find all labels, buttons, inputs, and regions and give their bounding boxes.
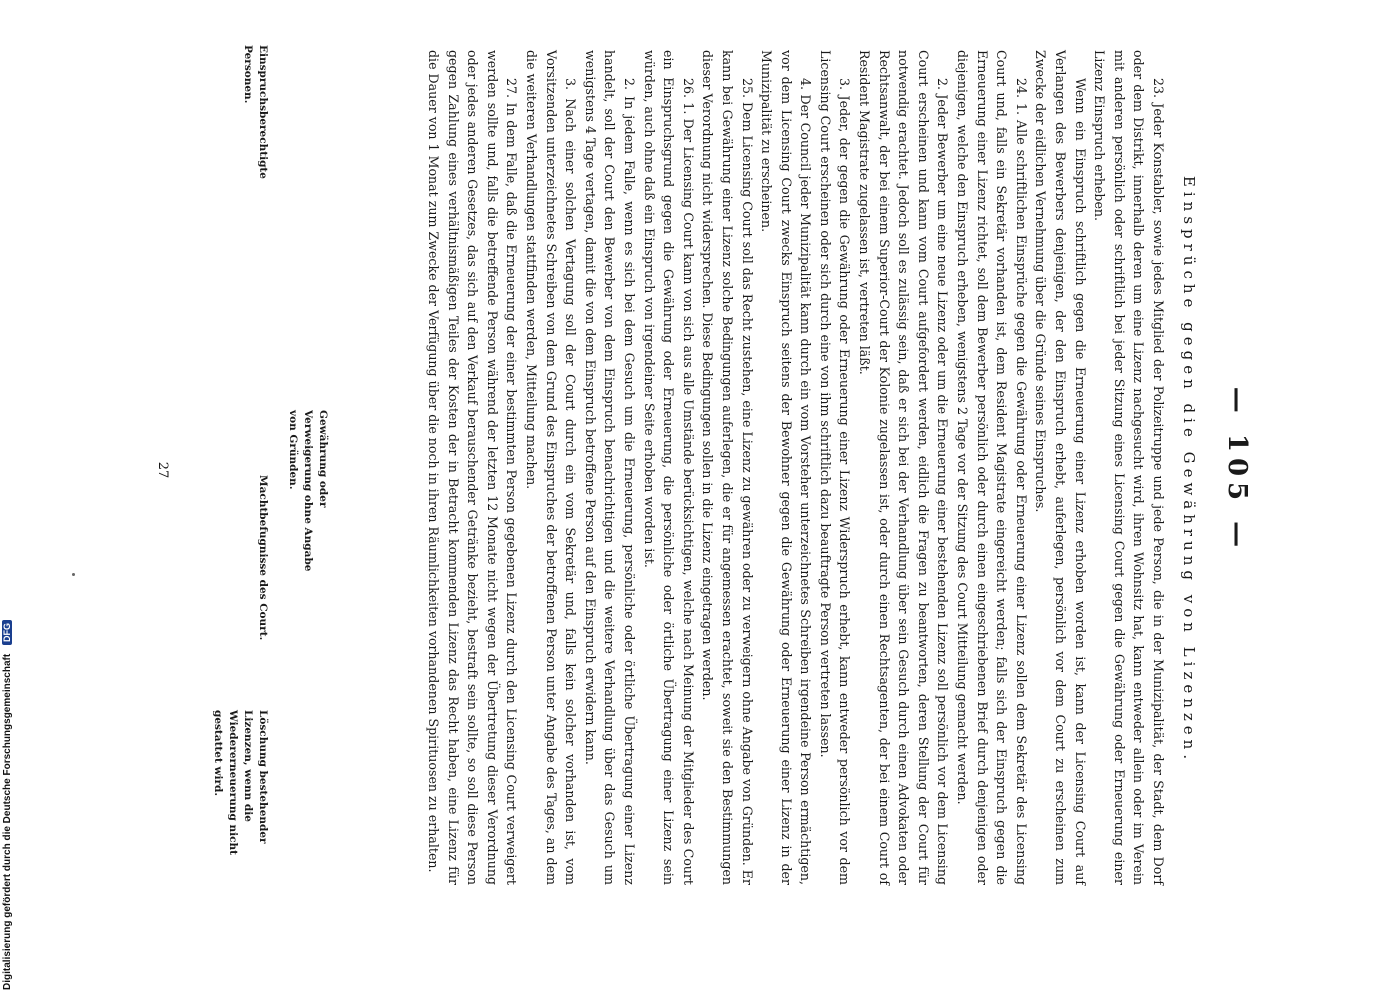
- dfg-logo-icon: DFG: [2, 620, 12, 645]
- margin-note-loeschung: Löschung bestehender Lizenzen, wenn die Wiedererneuerung nicht gestattet wird.: [212, 710, 269, 855]
- paragraph-24-4: 4. Der Council jeder Munizipalität kann durch ein vom Vorsteher unterzeichnetes Schreiben irgendeine Person ermächtigen, vor dem Licensing Court zwecks Einspruch seitens der Bewohner gegen die Gewährung oder Erneuerung einer Lizenz in der Munizipalität zu erscheinen.: [759, 50, 814, 885]
- document-page: [120, 30, 1270, 910]
- paragraph-23: 23. Jeder Konstabler, sowie jedes Mitglied der Polizeitruppe und jede Person, die in der Munizipalität, der Stadt, dem Dorf oder dem Distrikt, innerhalb deren um eine Lizenz nachgesucht wird, ihren Wohnsitz hat, kann entweder allein oder im Verein mit anderen persönlich oder schriftlich bei jeder Sitzung eines Licensing Court gegen die Gewährung oder Erneuerung einer Lizenz Einspruch erheben.: [1092, 50, 1166, 885]
- margin-note-machtbefugnisse: Machtbefugnisse des Court.: [257, 475, 269, 641]
- page-number: — 105 —: [1222, 386, 1252, 554]
- paragraph-23-cont: Wenn ein Einspruch schriftlich gegen die Erneuerung einer Lizenz erhoben worden ist, kann der Licensing Court auf Verlangen des Bewerbers denjenigen, der den Einspruch erhebt, auferlegen, persönlich vor dem Court zu erscheinen zum Zwecke der eidlichen Vernehmung über die Gründe seines Einspruches.: [1033, 50, 1088, 885]
- paragraph-24-2: 2. Jeder Bewerber um eine neue Lizenz oder um die Erneuerung einer bestehenden Lizenz soll persönlich vor dem Licensing Court erscheinen und kann vom Court aufgefordert werden, eidlich die Fragen zu beantworten, deren Stellung der Court für notwendig erachtet. Jedoch soll es zulässig sein, daß er sich bei der Verhandlung über sein Gesuch durch einen Advokaten oder Rechtsanwalt, der bei einem Superior-Court der Kolonie zugelassen ist, oder durch einen Rechtsagenten, der bei einem Court of Resident Magistrate zugelassen ist, vertreten läßt.: [857, 50, 951, 885]
- paragraph-24-1: 24. 1. Alle schriftlichen Einsprüche gegen die Gewährung oder Erneuerung einer Lizenz sollen dem Sekretär des Licensing Court und, falls ein Sekretär vorhanden ist, dem Resident Magistrate eingereicht werden; falls sich der Einspruch gegen die Erneuerung einer Lizenz richtet, soll dem Bewerber persönlich oder durch einen eingeschriebenen Brief durch denjenigen oder diejenigen, welche den Einspruch erheben, wenigstens 2 Tage vor der Sitzung des Court Mitteilung gemacht werden.: [955, 50, 1029, 885]
- paragraph-26-2: 2. In jedem Falle, wenn es sich bei dem Gesuch um die Erneuerung, persönliche oder örtliche Übertragung einer Lizenz handelt, soll der Court den Bewerber von dem Einspruch benachrichtigen und die weitere Verhandlung über das Gesuch um wenigstens 4 Tage vertagen, damit die von dem Einspruch betroffene Person auf den Einspruch erwidern kann.: [582, 50, 637, 885]
- footer-page-number: 27: [155, 461, 170, 479]
- paragraph-25: 25. Dem Licensing Court soll das Recht zustehen, eine Lizenz zu gewähren oder zu verweigern ohne Angabe von Gründen. Er kann bei Gewährung einer Lizenz solche Bedingungen auferlegen, die er für angemessen erachtet, soweit sie den Bestimmungen dieser Verordnung nicht widersprechen. Diese Bedingungen sollen in die Lizenz eingetragen werden.: [700, 50, 755, 885]
- scan-speck: [72, 573, 75, 576]
- margin-note-einspruch: Einspruchsberechtigte Personen.: [242, 45, 269, 179]
- digitisation-text: Digitalisierung gefördert durch die Deutsche Forschungsgemeinschaft: [2, 653, 13, 990]
- paragraph-26-3: 3. Nach einer solchen Vertagung soll der Court durch ein vom Sekretär und, falls kein solcher vorhanden ist, vom Vorsitzenden unterzeichnetes Schreiben von dem Grund des Einspruches der betroffenen Person unter Angabe des Tages, an dem die weiteren Verhandlungen stattfinden werden, Mitteilung machen.: [524, 50, 579, 885]
- margin-note-gewaehrung: Gewährung oder Verweigerung ohne Angabe von Gründen.: [287, 410, 329, 572]
- paragraph-24-3: 3. Jeder, der gegen die Gewährung oder Erneuerung einer Lizenz Widerspruch erhebt, kann entweder persönlich vor dem Licensing Court erscheinen oder sich durch eine von ihm schriftlich dazu beauftragte Person vertreten lassen.: [817, 50, 853, 885]
- section-heading: Einsprüche gegen die Gewährung von Lizenzen.: [1180, 175, 1198, 765]
- paragraph-27: 27. In dem Falle, daß die Erneuerung der einer bestimmten Person gegebenen Lizenz durch den Licensing Court verweigert werden sollte und, falls die betreffende Person während der letzten 12 Monate nicht wegen der Übertretung dieser Verordnung oder jedes anderen Gesetzes, das sich auf den Verkauf berauschender Getränke bezieht, bestraft sein sollte, so soll diese Person gegen Zahlung eines verhältnismäßigen Teiles der Kosten der in Betracht kommenden Lizenz das Recht haben, eine Lizenz für die Dauer von 1 Monat zum Zwecke der Verfügung über die noch in ihren Räumlichkeiten vorhandenen Spirituosen zu erhalten.: [426, 50, 520, 885]
- paragraph-26-1: 26. 1. Der Licensing Court kann von sich aus alle Umstände berücksichtigen, welche nach Meinung der Mitglieder des Court ein Einspruchsgrund gegen die Gewährung oder Erneuerung, die persönliche oder örtliche Übertragung einer Lizenz sein würden, auch ohne daß ein Einspruch von irgendeiner Seite erhoben worden ist.: [641, 50, 696, 885]
- digitisation-notice: [2, 0, 16, 990]
- body-text: [423, 50, 1168, 885]
